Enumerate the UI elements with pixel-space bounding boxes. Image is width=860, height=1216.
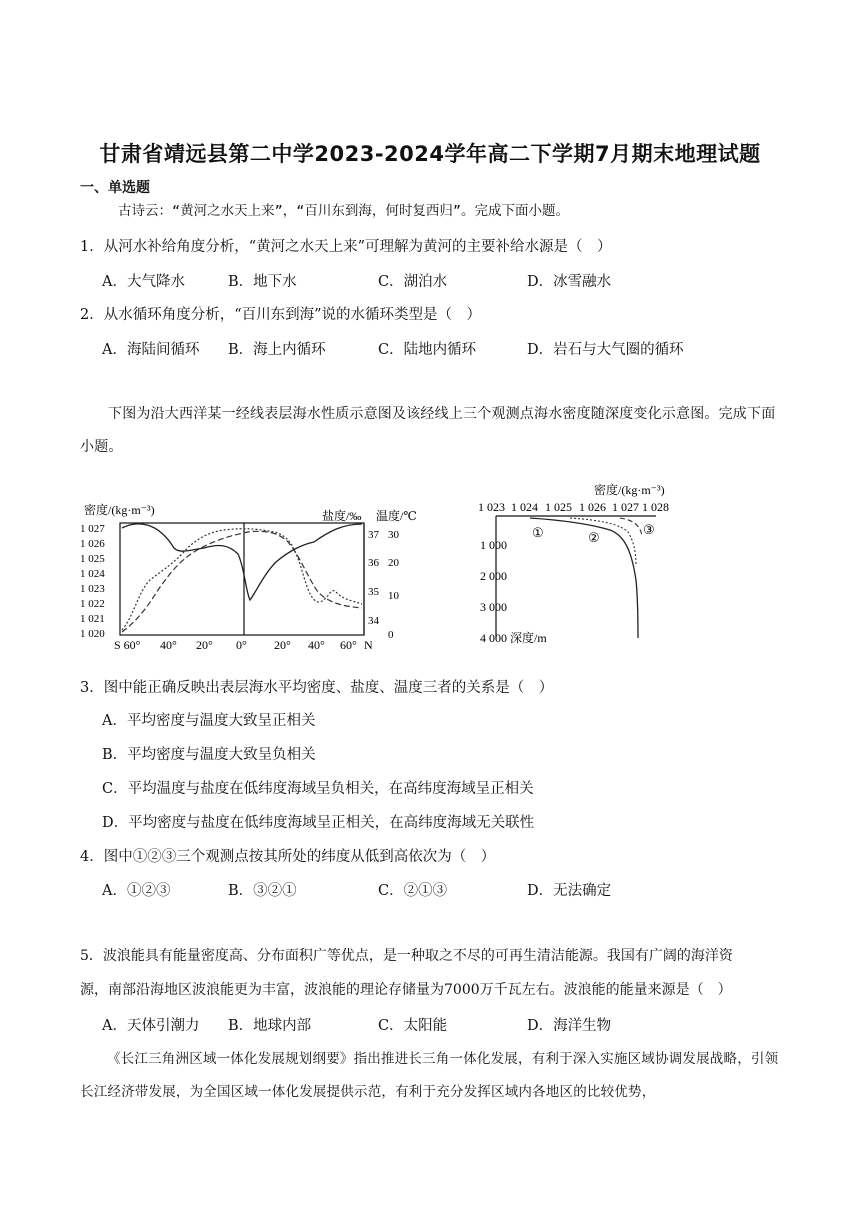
salinity-tick: 37 — [368, 529, 379, 541]
temperature-tick: 10 — [388, 590, 399, 602]
salinity-tick: 34 — [368, 615, 379, 627]
x-tick: 40° — [308, 638, 325, 652]
density-tick: 1 021 — [80, 613, 105, 625]
intro-text-2: 下图为沿大西洋某一经线表层海水性质示意图及该经线上三个观测点海水密度随深度变化示意图。完成下面小题。 — [80, 406, 776, 455]
density-x-tick: 1 028 — [642, 500, 669, 514]
q3-option-b: B．平均密度与温度大致呈负相关 — [102, 747, 316, 763]
density-depth-chart — [470, 480, 680, 650]
point-3-marker: ③ — [643, 522, 655, 537]
density-tick: 1 026 — [80, 538, 105, 550]
question-3: 3．图中能正确反映出表层海水平均密度、盐度、温度三者的关系是（ ） — [80, 680, 554, 696]
density-curve — [122, 524, 362, 600]
temperature-tick: 20 — [388, 557, 399, 569]
question-2: 2．从水循环角度分析，“百川东到海”说的水循环类型是（ ） — [80, 307, 482, 323]
depth-tick: 2 000 — [480, 569, 507, 583]
density-x-tick: 1 023 — [478, 500, 505, 514]
salinity-tick: 35 — [368, 586, 379, 598]
q5-option-c: C．太阳能 — [378, 1018, 448, 1034]
density-x-tick: 1 025 — [545, 500, 572, 514]
x-tick: N — [364, 638, 373, 652]
right-density-label: 密度/(kg·m⁻³) — [594, 483, 665, 497]
depth-tick: 1 000 — [480, 538, 507, 552]
q5-option-d: D．海洋生物 — [527, 1018, 612, 1034]
point-2-marker: ② — [588, 530, 600, 545]
depth-label: 4 000 深度/m — [480, 631, 547, 645]
temperature-tick: 0 — [388, 629, 394, 641]
x-tick: 20° — [196, 638, 213, 652]
q1-option-a: A．大气降水 — [102, 274, 185, 290]
x-tick: S 60° — [114, 638, 141, 652]
question-1: 1．从河水补给角度分析，“黄河之水天上来”可理解为黄河的主要补给水源是（ ） — [80, 239, 612, 255]
density-tick: 1 022 — [80, 598, 105, 610]
x-tick: 60° — [340, 638, 357, 652]
q5-option-b: B．地球内部 — [228, 1018, 312, 1034]
depth-tick: 3 000 — [480, 600, 507, 614]
q4-option-c: C．②①③ — [378, 883, 448, 899]
x-tick: 0° — [236, 638, 247, 652]
left-density-label: 密度/(kg·m⁻³) — [84, 503, 155, 517]
salinity-curve — [122, 529, 362, 630]
density-tick: 1 024 — [80, 568, 105, 580]
q1-option-c: C．湖泊水 — [378, 274, 448, 290]
q2-option-a: A．海陆间循环 — [102, 342, 200, 358]
salinity-label: 盐度/‰ — [322, 509, 362, 523]
density-tick: 1 020 — [80, 628, 105, 640]
question-5-line-1: 5．波浪能具有能量密度高、分布面积广等优点，是一种取之不尽的可再生清洁能源。我国有广阔的海洋资 — [80, 948, 733, 964]
x-tick: 20° — [274, 638, 291, 652]
temperature-curve — [122, 531, 362, 632]
density-tick: 1 023 — [80, 583, 105, 595]
question-5-line-2: 源，南部沿海地区波浪能更为丰富，波浪能的理论存储量为7000万千瓦左右。波浪能的能量来源是（ ） — [80, 982, 732, 998]
surface-seawater-chart — [78, 496, 430, 652]
q1-option-b: B．地下水 — [228, 274, 297, 290]
q2-option-b: B．海上内循环 — [228, 342, 326, 358]
q3-option-c: C．平均温度与盐度在低纬度海域呈负相关，在高纬度海域呈正相关 — [102, 781, 534, 797]
question-4: 4．图中①②③三个观测点按其所处的纬度从低到高依次为（ ） — [80, 849, 496, 865]
intro-text-3: 《长江三角洲区域一体化发展规划纲要》指出推进长三角一体化发展，有利于深入实施区域协调发展战略，引领长江经济带发展，为全国区域一体化发展提供示范，有利于充分发挥区域内各地区的比较优势， — [80, 1051, 779, 1100]
density-tick: 1 027 — [80, 523, 105, 535]
q4-option-a: A．①②③ — [102, 883, 171, 899]
point-3-curve — [620, 518, 642, 536]
q4-option-b: B．③②① — [228, 883, 297, 899]
temperature-label: 温度/℃ — [376, 509, 417, 523]
density-x-tick: 1 024 — [511, 500, 538, 514]
point-1-curve — [530, 518, 638, 638]
salinity-tick: 36 — [368, 557, 379, 569]
q5-option-a: A．天体引潮力 — [102, 1018, 200, 1034]
page-title: 甘肃省靖远县第二中学2023-2024学年高二下学期7月期末地理试题 — [99, 142, 761, 166]
density-x-tick: 1 026 — [579, 500, 606, 514]
q4-option-d: D．无法确定 — [527, 883, 612, 899]
section-heading: 一、单选题 — [80, 180, 150, 196]
x-tick: 40° — [160, 638, 177, 652]
q1-option-d: D．冰雪融水 — [527, 274, 612, 290]
density-x-tick: 1 027 — [612, 500, 639, 514]
q3-option-d: D．平均密度与盐度在低纬度海域呈正相关，在高纬度海域无关联性 — [102, 815, 535, 831]
q2-option-d: D．岩石与大气圈的循环 — [527, 342, 684, 358]
left-chart-frame — [120, 523, 364, 635]
temperature-tick: 30 — [388, 529, 399, 541]
q2-option-c: C．陆地内循环 — [378, 342, 477, 358]
q3-option-a: A．平均密度与温度大致呈正相关 — [102, 713, 316, 729]
density-tick: 1 025 — [80, 553, 105, 565]
point-2-curve — [570, 518, 636, 566]
point-1-marker: ① — [532, 525, 544, 540]
intro-text-1: 古诗云：“黄河之水天上来”，“百川东到海，何时复西归”。完成下面小题。 — [118, 203, 570, 219]
